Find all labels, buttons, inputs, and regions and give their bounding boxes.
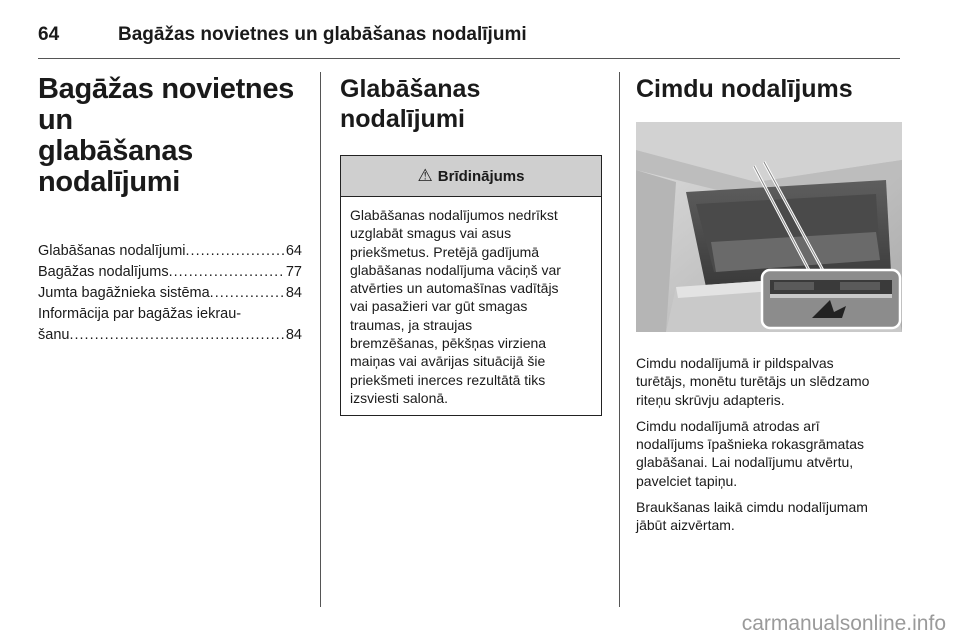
toc-leader <box>69 325 283 346</box>
warning-line: maiņas vai avārijas situācijā šie <box>350 353 546 370</box>
section-title: Cimdu nodalījums <box>636 75 853 103</box>
toc-entry-label: šanu <box>38 327 70 343</box>
chapter-title-line2: glabāšanas nodalījumi <box>38 135 193 198</box>
toc-entry-page: 64 <box>285 243 302 259</box>
warning-line: atvērties un automašīnas vadītājs <box>350 280 559 297</box>
page-number: 64 <box>38 24 60 45</box>
warning-line: uzglabāt smagus vai asus <box>350 225 512 242</box>
warning-line: vai pasažieri var gūt smagas <box>350 298 528 315</box>
column-divider-2 <box>619 72 620 607</box>
warning-line: izsviesti salonā. <box>350 389 449 406</box>
toc-entry-label: Jumta bagāžnieka sistēma <box>38 285 210 301</box>
body-paragraph: Cimdu nodalījumā atrodas arī nodalījums īpašnieka rokasgrāmatas glabāšanai. Lai nodalījumu atvērtu, pavelciet tapiņu. <box>636 417 865 489</box>
header-rule <box>38 58 900 59</box>
table-of-contents <box>38 241 302 346</box>
toc-leader <box>210 283 284 304</box>
section-title: Glabāšanas nodalījumi <box>340 75 481 133</box>
toc-entry[interactable] <box>38 262 302 283</box>
warning-line: bremzēšanas, pēkšņas virziena <box>350 335 547 352</box>
column-divider-1 <box>320 72 321 607</box>
toc-entry[interactable] <box>38 283 302 304</box>
warning-line: glabāšanas nodalījuma vāciņš var <box>350 261 561 278</box>
warning-line: traumas, ja straujas <box>350 316 473 333</box>
toc-leader <box>186 241 284 262</box>
warning-box <box>340 155 602 416</box>
toc-entry-page: 77 <box>285 264 302 280</box>
toc-entry[interactable] <box>38 241 302 262</box>
chapter-title-line1: Bagāžas novietnes un <box>38 73 294 136</box>
toc-entry-label-line1: Informācija par bagāžas iekrau- <box>38 306 242 322</box>
toc-entry-label: Bagāžas nodalījums <box>38 264 169 280</box>
storage-column <box>340 74 602 416</box>
warning-text <box>341 197 601 415</box>
toc-entry-label: Glabāšanas nodalījumi <box>38 243 186 259</box>
page-header <box>38 20 900 60</box>
running-title: Bagāžas novietnes un glabāšanas nodalījumi <box>118 24 527 45</box>
warning-line: priekšmeti inerces rezultātā tiks <box>350 371 546 388</box>
warning-triangle-icon: ⚠ <box>417 166 433 185</box>
warning-line: Glabāšanas nodalījumos nedrīkst <box>350 207 558 223</box>
chapter-title <box>38 74 302 198</box>
watermark: carmanualsonline.info <box>741 612 946 635</box>
glovebox-column <box>636 74 902 543</box>
warning-heading: Brīdinājums <box>437 167 525 185</box>
toc-entry-multiline[interactable] <box>38 304 302 346</box>
body-paragraph: Cimdu nodalījumā ir pildspalvas turētājs, monētu turētājs un slēdzamo riteņu skrūvju adapteris. <box>636 355 870 408</box>
glovebox-photo <box>636 122 902 332</box>
toc-entry <box>38 325 302 346</box>
toc-entry-page: 84 <box>285 285 302 301</box>
toc-entry-page: 84 <box>285 327 302 343</box>
body-paragraph: Braukšanas laikā cimdu nodalījumam jābūt aizvērtam. <box>636 499 868 534</box>
warning-header <box>341 156 601 197</box>
toc-leader <box>169 262 284 283</box>
chapter-column <box>38 74 302 346</box>
warning-line: priekšmetus. Pretējā gadījumā <box>350 243 540 260</box>
